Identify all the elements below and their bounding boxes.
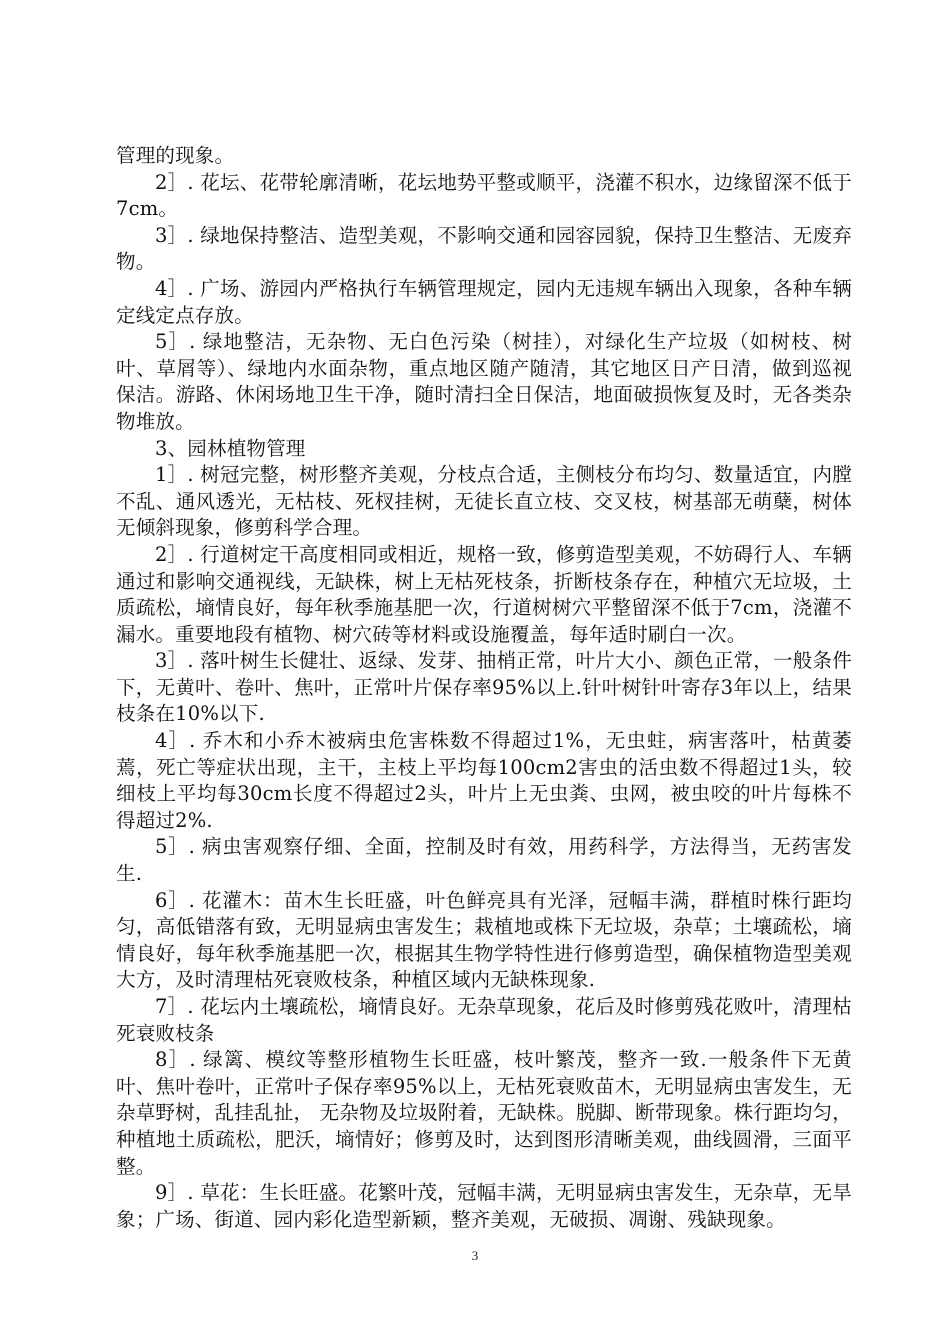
paragraph-pest-limits: 4］. 乔木和小乔木被病虫危害株数不得超过1%，无虫蛀，病害落叶，枯黄萎蔫，死亡等症状出现，主干，主枝上平均每100cm2害虫的活虫数不得超过1头，较细枝上平均每30cm长度不得超过2头，叶片上无虫粪、虫网，被虫咬的叶片每株不得超过2%. xyxy=(116,729,852,832)
paragraph-hedges: 8］. 绿篱、模纹等整形植物生长旺盛，枝叶繁茂，整齐一致.一般条件下无黄叶、焦叶卷叶，正常叶子保存率95%以上，无枯死衰败苗木，无明显病虫害发生，无杂草野树，乱挂乱扯， 无杂物及垃圾附着，无缺株。脱脚、断带现象。株行距均匀，种植地土质疏松，肥沃，墒情好；修剪及时，达到图形清晰美观，曲线圆滑，三面平整。 xyxy=(116,1048,852,1178)
paragraph-green-space-tidy: 3］. 绿地保持整洁、造型美观，不影响交通和园容园貌，保持卫生整洁、无废弃物。 xyxy=(116,223,852,274)
paragraph-tree-crown: 1］. 树冠完整，树形整齐美观，分枝点合适，主侧枝分布均匀、数量适宜，内膛不乱、通风透光，无枯枝、死杈挂树，无徒长直立枝、交叉枝，树基部无萌蘖，树体无倾斜现象，修剪科学合理。 xyxy=(116,463,852,540)
section-heading-plant-management: 3、园林植物管理 xyxy=(155,436,306,460)
paragraph-flowers: 9］. 草花：生长旺盛。花繁叶茂，冠幅丰满，无明显病虫害发生，无杂草，无旱象；广场、街道、园内彩化造型新颖，整齐美观，无破损、凋谢、残缺现象。 xyxy=(116,1181,852,1231)
paragraph-street-trees: 2］. 行道树定干高度相同或相近，规格一致，修剪造型美观，不妨碍行人、车辆通过和影响交通视线，无缺株，树上无枯死枝条，折断枝条存在，种植穴无垃圾，土质疏松，墒情良好，每年秋季施基肥一次，行道树树穴平整留深不低于7cm，浇灌不漏水。重要地段有植物、树穴砖等材料或设施覆盖，每年适时刷白一次。 xyxy=(116,542,852,646)
paragraph-flowering-shrubs: 6］. 花灌木：苗木生长旺盛，叶色鲜亮具有光泽，冠幅丰满，群植时株行距均匀，高低错落有致，无明显病虫害发生；栽植地或株下无垃圾，杂草；土壤疏松，墒情良好，每年秋季施基肥一次，根据其生物学特性进行修剪造型，确保植物造型美观大方，及时清理枯死衰败枝条，种植区域内无缺株现象. xyxy=(116,888,852,992)
paragraph-deciduous-trees: 3］. 落叶树生长健壮、返绿、发芽、抽梢正常，叶片大小、颜色正常，一般条件下，无黄叶、卷叶、焦叶，正常叶片保存率95%以上.针叶树针叶寄存3年以上，结果枝条在10%以下. xyxy=(116,649,852,726)
paragraph-vehicle-management: 4］. 广场、游园内严格执行车辆管理规定，园内无违规车辆出入现象，各种车辆定线定点存放。 xyxy=(116,276,852,327)
paragraph-cleanliness: 5］. 绿地整洁，无杂物、无白色污染（树挂），对绿化生产垃圾（如树枝、树叶、草屑等）、绿地内水面杂物，重点地区随产随清，其它地区日产日清，做到巡视保洁。游路、休闲场地卫生干净，随时清扫全日保洁，地面破损恢复及时，无各类杂物堆放。 xyxy=(116,330,852,433)
paragraph-flower-bed-soil: 7］. 花坛内土壤疏松，墒情良好。无杂草现象，花后及时修剪残花败叶，清理枯死衰败枝条 xyxy=(116,995,852,1045)
paragraph-flower-bed-outline: 2］. 花坛、花带轮廓清晰，花坛地势平整或顺平，浇灌不积水，边缘留深不低于7cm。 xyxy=(116,170,852,221)
paragraph-pest-observation: 5］. 病虫害观察仔细、全面，控制及时有效，用药科学，方法得当，无药害发生. xyxy=(116,835,852,886)
document-body xyxy=(116,143,852,1233)
page-number: 3 xyxy=(471,1248,479,1263)
continuation-line: 管理的现象。 xyxy=(116,144,235,167)
